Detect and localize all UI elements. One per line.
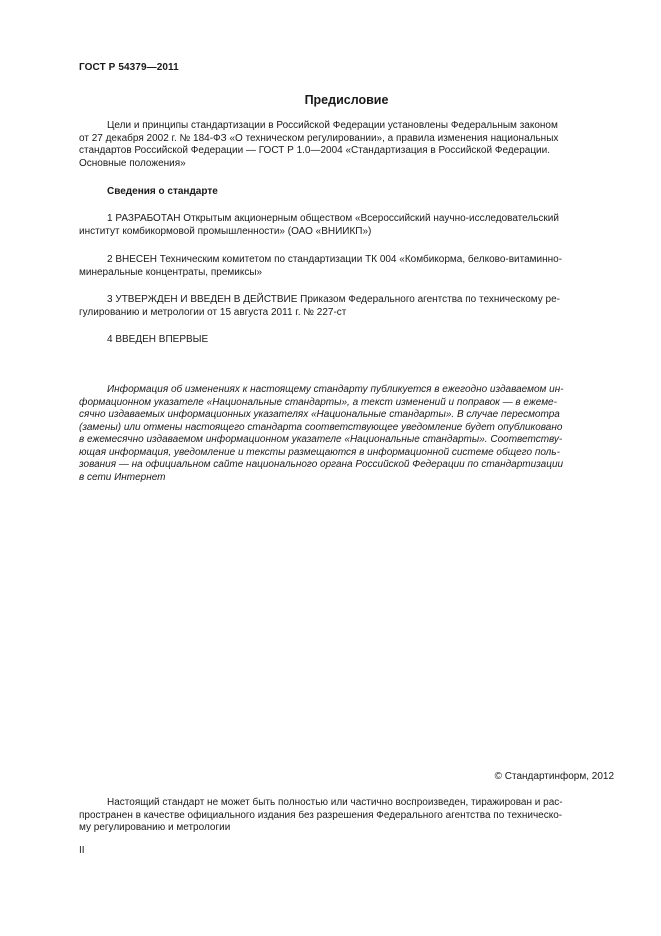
notice-line: в ежемесячно издаваемом информационном указателе «Национальные стандарты». Соответству-	[79, 434, 563, 445]
notice-line: формационном указателе «Национальные стандарты», а текст изменений и поправок — в ежеме-	[79, 396, 557, 408]
reproduction-line: Настоящий стандарт не может быть полностью или частично воспроизведен, тиражирован и рас-	[107, 797, 563, 808]
intro-paragraph	[79, 120, 615, 170]
info-item-1	[79, 213, 615, 238]
info-heading-text: Сведения о стандарте	[107, 186, 218, 197]
info-item-line: 4 ВВЕДЕН ВПЕРВЫЕ	[107, 334, 209, 345]
notice-line: в сети Интернет	[79, 471, 166, 483]
document-code: ГОСТ Р 54379—2011	[79, 62, 179, 73]
page-title: Предисловие	[304, 93, 389, 107]
info-item-4	[79, 334, 615, 347]
info-heading	[79, 186, 615, 199]
notice-paragraph	[79, 384, 615, 484]
info-item-line: 3 УТВЕРЖДЕН И ВВЕДЕН В ДЕЙСТВИЕ Приказом Федерального агентства по техническому ре-	[107, 294, 560, 305]
info-item-line: институт комбикормовой промышленности» (ОАО «ВНИИКП»)	[79, 225, 372, 237]
notice-line: (замены) или отмены настоящего стандарта соответствующее уведомление будет опубликовано	[79, 421, 563, 433]
notice-line: Информация об изменениях к настоящему стандарту публикуется в ежегодно издаваемом ин-	[107, 384, 564, 395]
intro-line: Основные положения»	[79, 157, 186, 169]
page-number: II	[79, 845, 85, 856]
notice-line: сячно издаваемых информационных указателях «Национальные стандарты». В случае пересмотра	[79, 409, 560, 420]
info-item-line: 2 ВНЕСЕН Техническим комитетом по стандартизации ТК 004 «Комбикорма, белково-витаминно-	[107, 254, 563, 265]
notice-line: ющая информация, уведомление и тексты размещаются в информационной системе общего поль-	[79, 446, 560, 458]
info-item-line: минеральные концентраты, премиксы»	[79, 266, 263, 278]
intro-line: Цели и принципы стандартизации в Российской Федерации установлены Федеральным законом	[107, 120, 558, 131]
reproduction-notice	[79, 797, 615, 835]
notice-line: зования — на официальном сайте национального органа Российской Федерации по стандартизации	[79, 459, 564, 470]
info-item-3	[79, 294, 615, 319]
info-item-line: 1 РАЗРАБОТАН Открытым акционерным обществом «Всероссийский научно-исследовательский	[107, 213, 559, 224]
info-item-2	[79, 254, 615, 279]
info-item-line: гулированию и метрологии от 15 августа 2011 г. № 227-ст	[79, 306, 347, 318]
reproduction-line: му регулированию и метрологии	[79, 822, 231, 833]
reproduction-line: пространен в качестве официального издания без разрешения Федерального агентства по техническо-	[79, 809, 563, 821]
intro-line: стандартов Российской Федерации — ГОСТ Р 1.0—2004 «Стандартизация в Российской Федерации.	[79, 145, 550, 156]
intro-line: от 27 декабря 2002 г. № 184-ФЗ «О техническом регулировании», а правила изменения национальных	[79, 132, 559, 144]
copyright-notice: © Стандартинформ, 2012	[494, 771, 614, 782]
